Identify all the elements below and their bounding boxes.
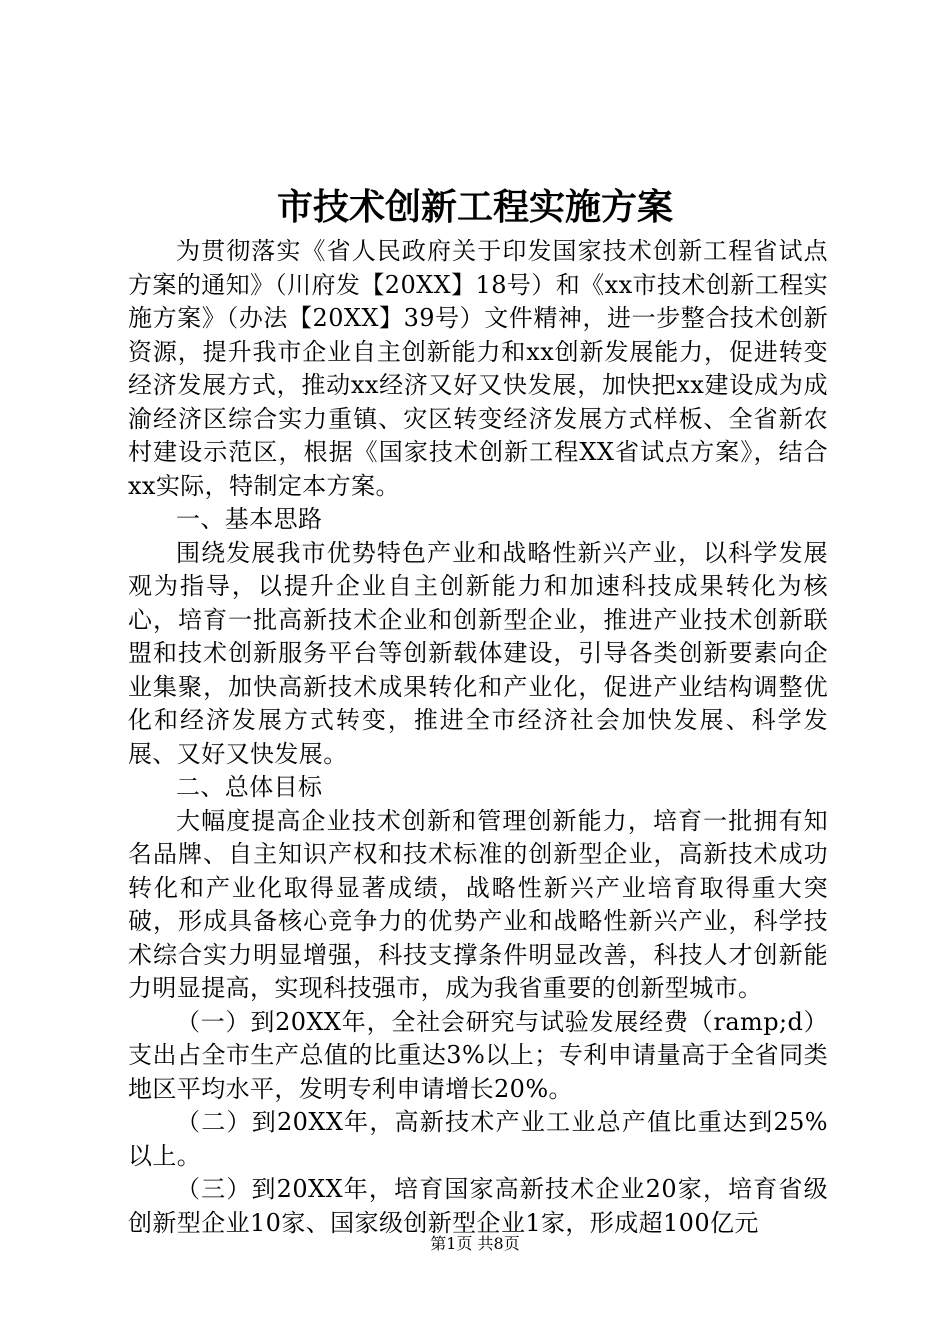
section-heading-basic-approach: 一、基本思路 bbox=[176, 505, 323, 533]
basic-approach-paragraph: 围绕发展我市优势特色产业和战略性新兴产业，以科学发展观为指导，以提升企业自主创新能力和加速科技成果转化为核心，培育一批高新技术企业和创新型企业，推进产业技术创新联盟和技术创新服务平台等创新载体建设，引导各类创新要素向企业集聚，加快高新技术成果转化和产业化，促进产业结构调整优化和经济发展方式转变，推进全市经济社会加快发展、科学发展、又好又快发展。 bbox=[128, 538, 828, 768]
page-number-footer: 第1页 共8页 bbox=[430, 1234, 520, 1253]
section-heading-overall-goals: 二、总体目标 bbox=[176, 773, 323, 801]
intro-paragraph: 为贯彻落实《省人民政府关于印发国家技术创新工程省试点方案的通知》（川府发【20XX】18号）和《xx市技术创新工程实施方案》（办法【20XX】39号）文件精神，进一步整合技术创新资源，提升我市企业自主创新能力和xx创新发展能力，促进转变经济发展方式，推动xx经济又好又快发展，加快把xx建设成为成渝经济区综合实力重镇、灾区转变经济发展方式样板、全省新农村建设示范区，根据《国家技术创新工程XX省试点方案》，结合xx实际，特制定本方案。 bbox=[128, 237, 828, 500]
goal-item-3: （三）到20XX年，培育国家高新技术企业20家，培育省级创新型企业10家、国家级创新型企业1家，形成超100亿元 bbox=[128, 1175, 828, 1237]
overall-goals-paragraph: 大幅度提高企业技术创新和管理创新能力，培育一批拥有知名品牌、自主知识产权和技术标准的创新型企业，高新技术成功转化和产业化取得显著成绩，战略性新兴产业培育取得重大突破，形成具备核心竞争力的优势产业和战略性新兴产业，科学技术综合实力明显增强，科技支撑条件明显改善，科技人才创新能力明显提高，实现科技强市，成为我省重要的创新型城市。 bbox=[128, 806, 828, 1002]
document-body bbox=[128, 235, 828, 1240]
goal-item-1: （一）到20XX年，全社会研究与试验发展经费（ramp;d）支出占全市生产总值的比重达3%以上；专利申请量高于全省同类地区平均水平，发明专利申请增长20%。 bbox=[128, 1007, 828, 1103]
document-title: 市技术创新工程实施方案 bbox=[276, 186, 673, 228]
goal-item-2: （二）到20XX年，高新技术产业工业总产值比重达到25%以上。 bbox=[128, 1108, 828, 1170]
